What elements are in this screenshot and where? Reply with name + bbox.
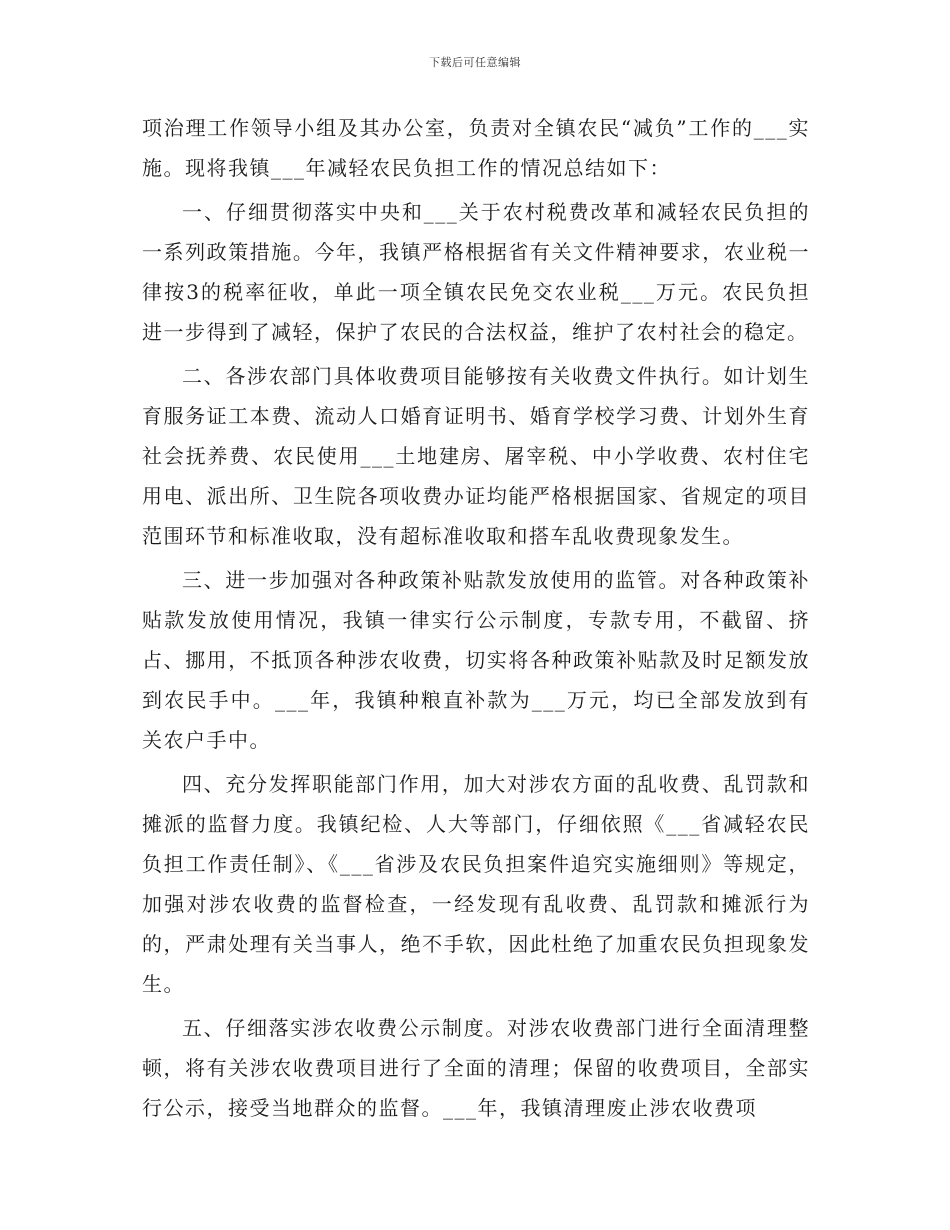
page-header-note: 下载后可任意编辑: [429, 56, 521, 69]
paragraph-intro: 项治理工作领导小组及其办公室，负责对全镇农民“减负”工作的___实施。现将我镇___年减轻农民负担工作的情况总结如下：: [142, 116, 810, 180]
paragraph-item-4: 四、充分发挥职能部门作用，加大对涉农方面的乱收费、乱罚款和摊派的监督力度。我镇纪检、人大等部门，仔细依照《___省减轻农民负担工作责任制》、《___省涉及农民负担案件追究实施细则》等规定，加强对涉农收费的监督检查，一经发现有乱收费、乱罚款和摊派行为的，严肃处理有关当事人，绝不手软，因此杜绝了加重农民负担现象发生。: [142, 772, 810, 996]
paragraph-item-3: 三、进一步加强对各种政策补贴款发放使用的监管。对各种政策补贴款发放使用情况，我镇一律实行公示制度，专款专用，不截留、挤占、挪用，不抵顶各种涉农收费，切实将各种政策补贴款及时足额发放到农民手中。___年，我镇种粮直补款为___万元，均已全部发放到有关农户手中。: [142, 568, 810, 752]
paragraph-item-2: 二、各涉农部门具体收费项目能够按有关收费文件执行。如计划生育服务证工本费、流动人口婚育证明书、婚育学校学习费、计划外生育社会抚养费、农民使用___土地建房、屠宰税、中小学收费、农村住宅用电、派出所、卫生院各项收费办证均能严格根据国家、省规定的项目范围环节和标准收取，没有超标准收取和搭车乱收费现象发生。: [142, 364, 810, 548]
paragraph-item-5: 五、仔细落实涉农收费公示制度。对涉农收费部门进行全面清理整顿，将有关涉农收费项目进行了全面的清理；保留的收费项目，全部实行公示，接受当地群众的监督。___年，我镇清理废止涉农收费项: [142, 1016, 810, 1120]
paragraph-item-1: 一、仔细贯彻落实中央和___关于农村税费改革和减轻农民负担的一系列政策措施。今年，我镇严格根据省有关文件精神要求，农业税一律按3的税率征收，单此一项全镇农民免交农业税___万元。农民负担进一步得到了减轻，保护了农民的合法权益，维护了农村社会的稳定。: [142, 200, 810, 344]
document-body: [142, 108, 810, 1132]
